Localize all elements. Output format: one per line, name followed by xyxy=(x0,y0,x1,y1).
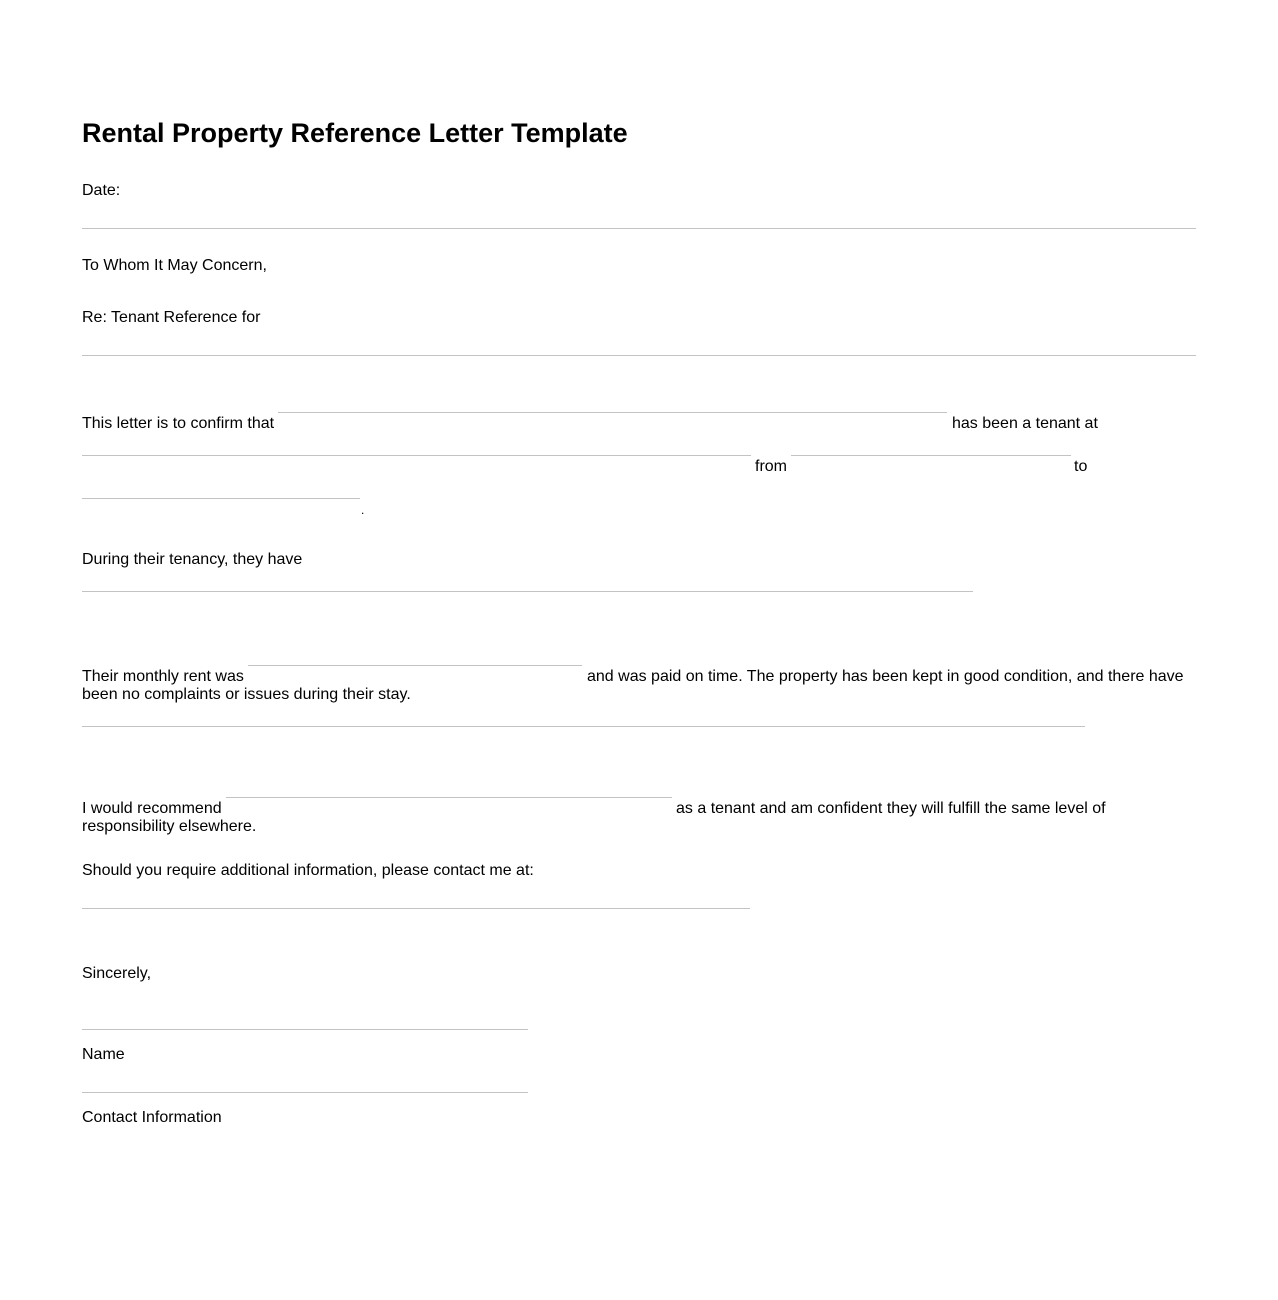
period-text: . xyxy=(361,503,365,517)
monthly-rent-field[interactable] xyxy=(248,665,582,666)
date-field[interactable] xyxy=(82,228,1196,229)
recommend-suffix-line2: responsibility elsewhere. xyxy=(82,818,257,835)
recommended-tenant-field[interactable] xyxy=(226,797,672,798)
contact-details-field[interactable] xyxy=(82,908,750,909)
tenancy-prefix: During their tenancy, they have xyxy=(82,551,303,568)
name-field[interactable] xyxy=(82,1029,528,1030)
rent-notes-field[interactable] xyxy=(82,726,1085,727)
name-label: Name xyxy=(82,1046,125,1063)
contact-information-field[interactable] xyxy=(82,1092,528,1093)
tenancy-conduct-field[interactable] xyxy=(82,591,973,592)
recommend-prefix: I would recommend xyxy=(82,800,222,817)
recommend-suffix-line1: as a tenant and am confident they will fulfill the same level of xyxy=(676,800,1106,817)
confirm-prefix: This letter is to confirm that xyxy=(82,415,275,432)
tenant-at-text: has been a tenant at xyxy=(952,415,1098,432)
contact-information-label: Contact Information xyxy=(82,1109,222,1126)
tenant-reference-field[interactable] xyxy=(82,355,1196,356)
start-date-field[interactable] xyxy=(791,455,1071,456)
rent-suffix-line2: been no complaints or issues during their stay. xyxy=(82,686,411,703)
contact-prompt: Should you require additional information, please contact me at: xyxy=(82,862,534,879)
re-label: Re: Tenant Reference for xyxy=(82,309,261,326)
end-date-field[interactable] xyxy=(82,498,360,499)
page-title: Rental Property Reference Letter Template xyxy=(82,118,628,148)
salutation-text: To Whom It May Concern, xyxy=(82,257,267,274)
date-label: Date: xyxy=(82,182,121,199)
rent-prefix: Their monthly rent was xyxy=(82,668,244,685)
tenant-name-field[interactable] xyxy=(278,412,947,413)
rent-suffix-line1: and was paid on time. The property has been kept in good condition, and there have xyxy=(587,668,1184,685)
closing-text: Sincerely, xyxy=(82,965,152,982)
to-text: to xyxy=(1074,458,1088,475)
property-address-field[interactable] xyxy=(82,455,751,456)
from-text: from xyxy=(755,458,787,475)
